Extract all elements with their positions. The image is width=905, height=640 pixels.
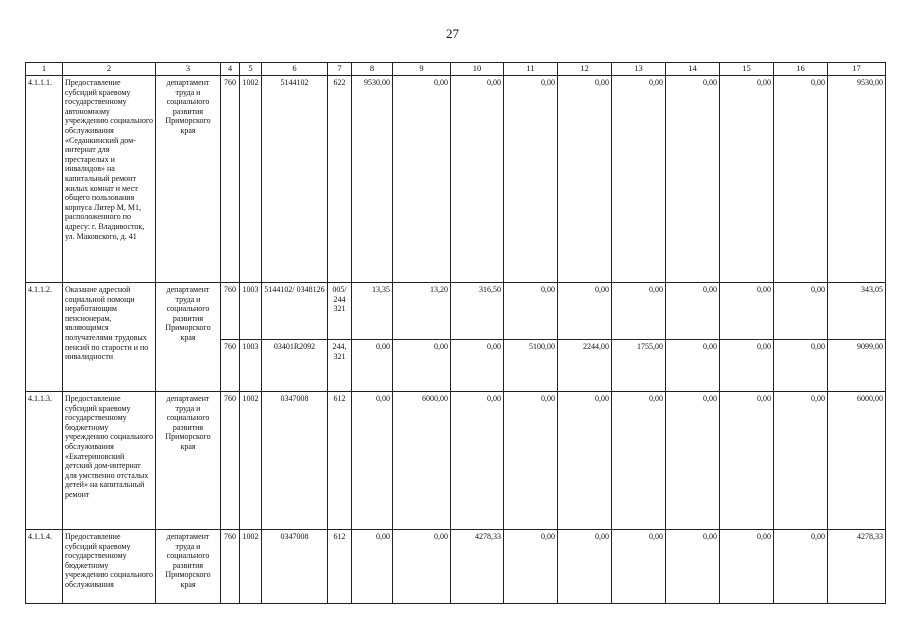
cell-c8: 0,00 bbox=[352, 340, 393, 392]
row-description: Предоставление субсидий краевому государственному бюджетному учреждению социального обслуживания bbox=[63, 530, 156, 604]
cell-c14: 0,00 bbox=[666, 530, 720, 604]
cell-c13: 0,00 bbox=[612, 76, 666, 283]
cell-c17: 9530,00 bbox=[828, 76, 886, 283]
header-cell: 17 bbox=[828, 63, 886, 76]
header-cell: 2 bbox=[63, 63, 156, 76]
header-cell: 15 bbox=[720, 63, 774, 76]
cell-c5: 1002 bbox=[240, 76, 262, 283]
cell-c17: 6000,00 bbox=[828, 392, 886, 530]
cell-c4: 760 bbox=[221, 340, 240, 392]
cell-c16: 0,00 bbox=[774, 76, 828, 283]
header-cell: 4 bbox=[221, 63, 240, 76]
cell-c6: 5144102/ 0348126 bbox=[262, 283, 328, 340]
row-executor: департамент труда и социального развития Приморского края bbox=[156, 392, 221, 530]
cell-c17: 4278,33 bbox=[828, 530, 886, 604]
cell-c4: 760 bbox=[221, 283, 240, 340]
row-executor: департамент труда и социального развития Приморского края bbox=[156, 283, 221, 392]
cell-c7: 622 bbox=[328, 76, 352, 283]
cell-c10: 0,00 bbox=[451, 392, 504, 530]
cell-c13: 0,00 bbox=[612, 283, 666, 340]
header-cell: 10 bbox=[451, 63, 504, 76]
cell-c11: 0,00 bbox=[504, 392, 558, 530]
cell-c7: 612 bbox=[328, 392, 352, 530]
cell-c8: 9530,00 bbox=[352, 76, 393, 283]
header-cell: 16 bbox=[774, 63, 828, 76]
cell-c14: 0,00 bbox=[666, 340, 720, 392]
budget-table bbox=[25, 62, 886, 604]
cell-c15: 0,00 bbox=[720, 392, 774, 530]
cell-c15: 0,00 bbox=[720, 530, 774, 604]
cell-c9: 0,00 bbox=[393, 530, 451, 604]
cell-c8: 13,35 bbox=[352, 283, 393, 340]
row-number: 4.1.1.1. bbox=[26, 76, 63, 283]
cell-c5: 1003 bbox=[240, 340, 262, 392]
cell-c9: 0,00 bbox=[393, 76, 451, 283]
cell-c10: 0,00 bbox=[451, 76, 504, 283]
cell-c15: 0,00 bbox=[720, 283, 774, 340]
header-cell: 5 bbox=[240, 63, 262, 76]
cell-c4: 760 bbox=[221, 530, 240, 604]
cell-c12: 0,00 bbox=[558, 530, 612, 604]
cell-c6: 03401R2092 bbox=[262, 340, 328, 392]
cell-c11: 0,00 bbox=[504, 530, 558, 604]
header-cell: 12 bbox=[558, 63, 612, 76]
cell-c13: 0,00 bbox=[612, 530, 666, 604]
cell-c12: 0,00 bbox=[558, 392, 612, 530]
header-cell: 9 bbox=[393, 63, 451, 76]
cell-c11: 5100,00 bbox=[504, 340, 558, 392]
cell-c14: 0,00 bbox=[666, 283, 720, 340]
header-cell: 1 bbox=[26, 63, 63, 76]
row-executor: департамент труда и социального развития Приморского края bbox=[156, 76, 221, 283]
cell-c16: 0,00 bbox=[774, 340, 828, 392]
cell-c7: 612 bbox=[328, 530, 352, 604]
row-number: 4.1.1.3. bbox=[26, 392, 63, 530]
header-row bbox=[26, 63, 886, 76]
cell-c17: 343,05 bbox=[828, 283, 886, 340]
table-row bbox=[26, 76, 886, 283]
cell-c17: 9099,00 bbox=[828, 340, 886, 392]
cell-c14: 0,00 bbox=[666, 76, 720, 283]
row-description: Предоставление субсидий краевому государственному бюджетному учреждению социального обслуживания «Екатериновский детский дом-интернат для умственно отсталых детей» на капитальный ремонт bbox=[63, 392, 156, 530]
cell-c10: 0,00 bbox=[451, 340, 504, 392]
table-row bbox=[26, 392, 886, 530]
header-cell: 14 bbox=[666, 63, 720, 76]
header-cell: 11 bbox=[504, 63, 558, 76]
cell-c10: 4278,33 bbox=[451, 530, 504, 604]
cell-c7: 005/ 244 321 bbox=[328, 283, 352, 340]
header-cell: 6 bbox=[262, 63, 328, 76]
page-number: 27 bbox=[446, 26, 459, 41]
cell-c4: 760 bbox=[221, 76, 240, 283]
cell-c5: 1002 bbox=[240, 392, 262, 530]
cell-c14: 0,00 bbox=[666, 392, 720, 530]
table-row bbox=[26, 283, 886, 340]
header-cell: 13 bbox=[612, 63, 666, 76]
cell-c5: 1003 bbox=[240, 283, 262, 340]
cell-c15: 0,00 bbox=[720, 76, 774, 283]
cell-c9: 0,00 bbox=[393, 340, 451, 392]
cell-c9: 6000,00 bbox=[393, 392, 451, 530]
row-executor: департамент труда и социального развития Приморского края bbox=[156, 530, 221, 604]
row-description: Предоставление субсидий краевому государственному автономному учреждению социального обслуживания «Седанкинский дом-интернат для престарелых и инвалидов» на капитальный ремонт жилых комнат и мест общего пользования корпуса Литер М, М1, расположенного по адресу: г. Владивосток, ул. Маковского, д. 41 bbox=[63, 76, 156, 283]
cell-c16: 0,00 bbox=[774, 283, 828, 340]
cell-c6: 5144102 bbox=[262, 76, 328, 283]
header-cell: 3 bbox=[156, 63, 221, 76]
cell-c13: 0,00 bbox=[612, 392, 666, 530]
cell-c9: 13,20 bbox=[393, 283, 451, 340]
cell-c6: 0347008 bbox=[262, 392, 328, 530]
cell-c8: 0,00 bbox=[352, 392, 393, 530]
header-cell: 8 bbox=[352, 63, 393, 76]
cell-c12: 2244,00 bbox=[558, 340, 612, 392]
header-cell: 7 bbox=[328, 63, 352, 76]
cell-c16: 0,00 bbox=[774, 530, 828, 604]
row-number: 4.1.1.2. bbox=[26, 283, 63, 392]
cell-c11: 0,00 bbox=[504, 283, 558, 340]
cell-c16: 0,00 bbox=[774, 392, 828, 530]
cell-c15: 0,00 bbox=[720, 340, 774, 392]
cell-c6: 0347008 bbox=[262, 530, 328, 604]
row-description: Оказание адресной социальной помощи неработающим пенсионерам, являющимся получателями трудовых пенсий по старости и по инвалидности bbox=[63, 283, 156, 392]
cell-c5: 1002 bbox=[240, 530, 262, 604]
cell-c4: 760 bbox=[221, 392, 240, 530]
cell-c8: 0,00 bbox=[352, 530, 393, 604]
cell-c13: 1755,00 bbox=[612, 340, 666, 392]
row-number: 4.1.1.4. bbox=[26, 530, 63, 604]
cell-c7: 244, 321 bbox=[328, 340, 352, 392]
cell-c10: 316,50 bbox=[451, 283, 504, 340]
cell-c12: 0,00 bbox=[558, 283, 612, 340]
table-row bbox=[26, 530, 886, 604]
cell-c11: 0,00 bbox=[504, 76, 558, 283]
cell-c12: 0,00 bbox=[558, 76, 612, 283]
